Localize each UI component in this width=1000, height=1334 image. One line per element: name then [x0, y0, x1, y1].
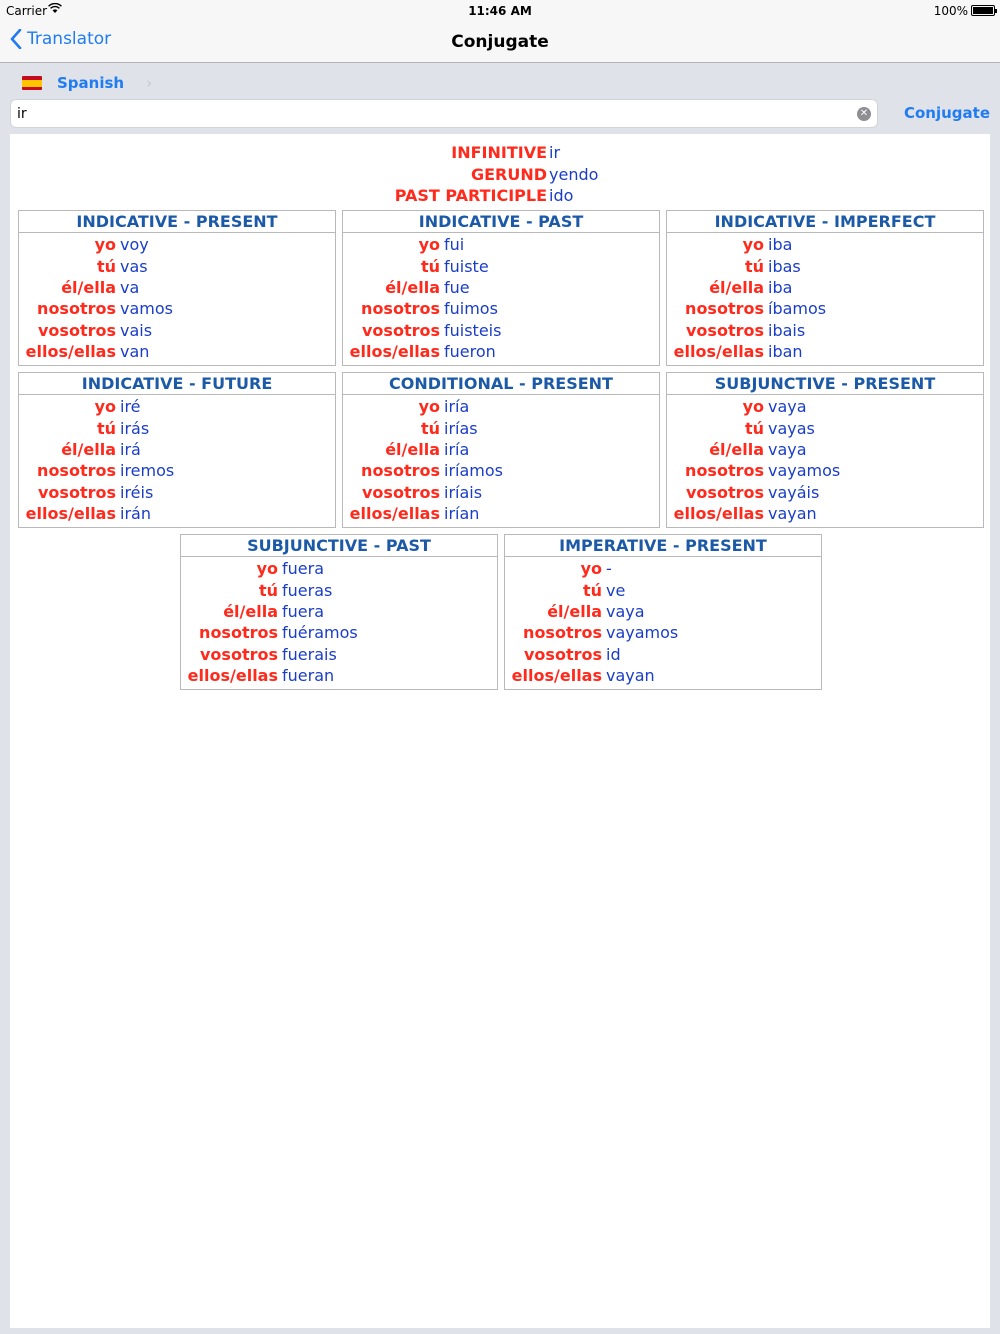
conjugation-row — [505, 665, 821, 686]
conjugation-row — [343, 460, 659, 481]
verb-form: iban — [768, 342, 803, 362]
pronoun-label: él/ella — [709, 277, 764, 297]
pronoun-label: él/ella — [547, 601, 602, 621]
tense-box-indicative-past — [342, 210, 660, 366]
verb-form: irían — [444, 504, 480, 524]
conjugation-row — [667, 396, 983, 417]
conjugation-row — [505, 601, 821, 622]
tense-title: INDICATIVE - IMPERFECT — [667, 211, 983, 233]
pronoun-label: nosotros — [685, 461, 764, 481]
tense-box-imperative-present — [504, 534, 822, 690]
verb-form: vayamos — [768, 461, 841, 481]
pronoun-label: él/ella — [709, 439, 764, 459]
verb-form: iríais — [444, 482, 483, 502]
verb-form: ibais — [768, 320, 806, 340]
pronoun-label: vosotros — [38, 482, 116, 502]
conjugation-row — [505, 644, 821, 665]
tense-box-subjunctive-past — [180, 534, 498, 690]
verb-form: vayan — [606, 666, 655, 686]
conjugation-row — [343, 341, 659, 362]
pronoun-label: ellos/ellas — [511, 666, 602, 686]
verb-form: iremos — [120, 461, 175, 481]
verb-form: fueran — [282, 666, 335, 686]
conjugation-row — [667, 255, 983, 276]
pronoun-label: ellos/ellas — [25, 342, 116, 362]
language-label: Spanish — [57, 74, 125, 92]
clear-icon[interactable]: ✕ — [857, 107, 871, 121]
pronoun-label: tú — [96, 256, 116, 276]
carrier-label: Carrier — [6, 4, 48, 18]
verb-form: íbamos — [768, 299, 827, 319]
conjugation-list — [343, 395, 659, 524]
conjugation-row — [667, 341, 983, 362]
conjugation-row — [667, 234, 983, 255]
language-selector[interactable] — [22, 72, 152, 94]
pronoun-label: tú — [258, 580, 278, 600]
verb-search-field — [10, 99, 878, 128]
back-label: Translator — [27, 29, 112, 49]
pronoun-label: él/ella — [385, 439, 440, 459]
status-time: 11:46 AM — [468, 4, 532, 18]
verb-form: fuerais — [282, 644, 337, 664]
verb-form: vaya — [606, 601, 645, 621]
pronoun-label: ellos/ellas — [673, 342, 764, 362]
conjugation-list — [667, 233, 983, 362]
pronoun-label: tú — [744, 256, 764, 276]
verb-form: voy — [120, 235, 149, 255]
verb-form: vaya — [768, 439, 807, 459]
form-label: GERUND — [470, 164, 547, 184]
verb-form: iréis — [120, 482, 154, 502]
tense-title: INDICATIVE - FUTURE — [19, 373, 335, 395]
verb-form: ve — [606, 580, 626, 600]
verb-form: irás — [120, 418, 150, 438]
verb-input[interactable] — [17, 104, 847, 124]
verb-form: fueron — [444, 342, 496, 362]
conjugation-row — [505, 558, 821, 579]
conjugation-row — [181, 665, 497, 686]
pronoun-label: yo — [742, 397, 764, 417]
verb-form: irán — [120, 504, 151, 524]
infinitive-row — [10, 142, 990, 164]
verb-form: vamos — [120, 299, 173, 319]
conjugation-row — [343, 396, 659, 417]
form-label: PAST PARTICIPLE — [394, 186, 547, 206]
verb-form: irías — [444, 418, 478, 438]
pronoun-label: vosotros — [686, 482, 764, 502]
pronoun-label: vosotros — [686, 320, 764, 340]
chevron-right-icon: › — [146, 74, 153, 92]
conjugation-row — [19, 298, 335, 319]
pronoun-label: yo — [418, 235, 440, 255]
pronoun-label: vosotros — [200, 644, 278, 664]
conjugation-row — [343, 298, 659, 319]
pronoun-label: tú — [582, 580, 602, 600]
conjugation-row — [667, 503, 983, 524]
tense-title: IMPERATIVE - PRESENT — [505, 535, 821, 557]
verb-form: fuéramos — [282, 623, 358, 643]
conjugation-row — [667, 439, 983, 460]
pronoun-label: yo — [742, 235, 764, 255]
conjugation-list — [181, 557, 497, 686]
conjugation-row — [667, 460, 983, 481]
conjugation-row — [343, 320, 659, 341]
pronoun-label: ellos/ellas — [349, 342, 440, 362]
verb-form: fue — [444, 277, 470, 297]
verb-form: vas — [120, 256, 148, 276]
verb-form: irá — [120, 439, 141, 459]
spain-flag-icon — [22, 76, 42, 90]
verb-form: fuera — [282, 559, 324, 579]
conjugate-button[interactable]: Conjugate — [903, 104, 990, 122]
verb-form: vais — [120, 320, 153, 340]
pronoun-label: yo — [256, 559, 278, 579]
tense-box-indicative-present — [18, 210, 336, 366]
pronoun-label: nosotros — [361, 461, 440, 481]
verb-form: fuisteis — [444, 320, 502, 340]
tense-title: CONDITIONAL - PRESENT — [343, 373, 659, 395]
pronoun-label: nosotros — [37, 299, 116, 319]
pronoun-label: nosotros — [37, 461, 116, 481]
battery-icon — [971, 5, 995, 16]
verb-form: iría — [444, 439, 470, 459]
verb-form: iré — [120, 397, 141, 417]
tense-title: INDICATIVE - PRESENT — [19, 211, 335, 233]
pronoun-label: nosotros — [199, 623, 278, 643]
conjugation-row — [19, 255, 335, 276]
conjugation-list — [343, 233, 659, 362]
verb-form: fuiste — [444, 256, 489, 276]
verb-form: vaya — [768, 397, 807, 417]
pronoun-label: él/ella — [61, 277, 116, 297]
tense-box-indicative-imperfect — [666, 210, 984, 366]
pronoun-label: yo — [94, 235, 116, 255]
tense-title: SUBJUNCTIVE - PAST — [181, 535, 497, 557]
pronoun-label: ellos/ellas — [187, 666, 278, 686]
form-value: ir — [549, 143, 561, 163]
verb-form: iríamos — [444, 461, 503, 481]
pronoun-label: tú — [420, 256, 440, 276]
verb-form: vayamos — [606, 623, 679, 643]
verb-form: ibas — [768, 256, 801, 276]
verb-form: vayáis — [768, 482, 820, 502]
conjugation-row — [19, 234, 335, 255]
conjugation-list — [19, 233, 335, 362]
pronoun-label: ellos/ellas — [349, 504, 440, 524]
pronoun-label: vosotros — [362, 482, 440, 502]
conjugation-row — [667, 277, 983, 298]
conjugation-list — [19, 395, 335, 524]
conjugation-row — [181, 601, 497, 622]
pronoun-label: él/ella — [223, 601, 278, 621]
pronoun-label: tú — [744, 418, 764, 438]
conjugation-row — [667, 417, 983, 438]
conjugation-row — [343, 255, 659, 276]
conjugation-row — [19, 417, 335, 438]
conjugation-row — [343, 234, 659, 255]
conjugation-row — [181, 558, 497, 579]
gerund-row — [10, 164, 990, 186]
pronoun-label: nosotros — [523, 623, 602, 643]
past-participle-row — [10, 185, 990, 207]
verb-form: vayan — [768, 504, 817, 524]
conjugation-row — [667, 298, 983, 319]
conjugation-row — [343, 439, 659, 460]
pronoun-label: yo — [94, 397, 116, 417]
navigation-bar — [0, 22, 1000, 63]
battery-percent: 100% — [933, 4, 968, 18]
conjugation-row — [343, 482, 659, 503]
pronoun-label: yo — [418, 397, 440, 417]
conjugation-row — [667, 320, 983, 341]
status-bar — [0, 0, 1000, 22]
conjugation-row — [19, 277, 335, 298]
conjugation-list — [505, 557, 821, 686]
conjugation-row — [505, 579, 821, 600]
verb-form: iba — [768, 277, 793, 297]
pronoun-label: nosotros — [361, 299, 440, 319]
pronoun-label: tú — [96, 418, 116, 438]
page-title: Conjugate — [451, 32, 549, 52]
pronoun-label: vosotros — [362, 320, 440, 340]
verb-form: fui — [444, 235, 465, 255]
tense-title: INDICATIVE - PAST — [343, 211, 659, 233]
pronoun-label: ellos/ellas — [25, 504, 116, 524]
verb-form: vayas — [768, 418, 815, 438]
form-value: ido — [549, 186, 574, 206]
conjugation-row — [19, 503, 335, 524]
pronoun-label: él/ella — [385, 277, 440, 297]
form-label: INFINITIVE — [451, 143, 547, 163]
pronoun-label: vosotros — [38, 320, 116, 340]
pronoun-label: nosotros — [685, 299, 764, 319]
conjugation-row — [19, 396, 335, 417]
conjugation-row — [505, 622, 821, 643]
verb-form: fuera — [282, 601, 324, 621]
pronoun-label: él/ella — [61, 439, 116, 459]
verb-form: - — [606, 559, 612, 579]
pronoun-label: ellos/ellas — [673, 504, 764, 524]
conjugation-row — [181, 622, 497, 643]
tense-box-indicative-future — [18, 372, 336, 528]
conjugation-row — [343, 277, 659, 298]
verb-form: id — [606, 644, 621, 664]
verb-form: fuimos — [444, 299, 498, 319]
conjugation-list — [667, 395, 983, 524]
verb-form: van — [120, 342, 150, 362]
conjugation-row — [19, 439, 335, 460]
verb-forms — [10, 142, 990, 207]
conjugation-row — [19, 460, 335, 481]
form-value: yendo — [549, 164, 599, 184]
tense-box-conditional-present — [342, 372, 660, 528]
verb-form: iba — [768, 235, 793, 255]
tense-box-subjunctive-present — [666, 372, 984, 528]
conjugation-row — [343, 417, 659, 438]
conjugation-panel — [10, 134, 990, 1328]
conjugation-row — [19, 320, 335, 341]
verb-form: iría — [444, 397, 470, 417]
verb-form: va — [120, 277, 140, 297]
conjugation-row — [343, 503, 659, 524]
conjugation-row — [19, 341, 335, 362]
pronoun-label: yo — [580, 559, 602, 579]
conjugation-row — [181, 579, 497, 600]
pronoun-label: tú — [420, 418, 440, 438]
conjugation-row — [667, 482, 983, 503]
conjugation-row — [181, 644, 497, 665]
pronoun-label: vosotros — [524, 644, 602, 664]
tense-title: SUBJUNCTIVE - PRESENT — [667, 373, 983, 395]
verb-form: fueras — [282, 580, 333, 600]
conjugation-row — [19, 482, 335, 503]
